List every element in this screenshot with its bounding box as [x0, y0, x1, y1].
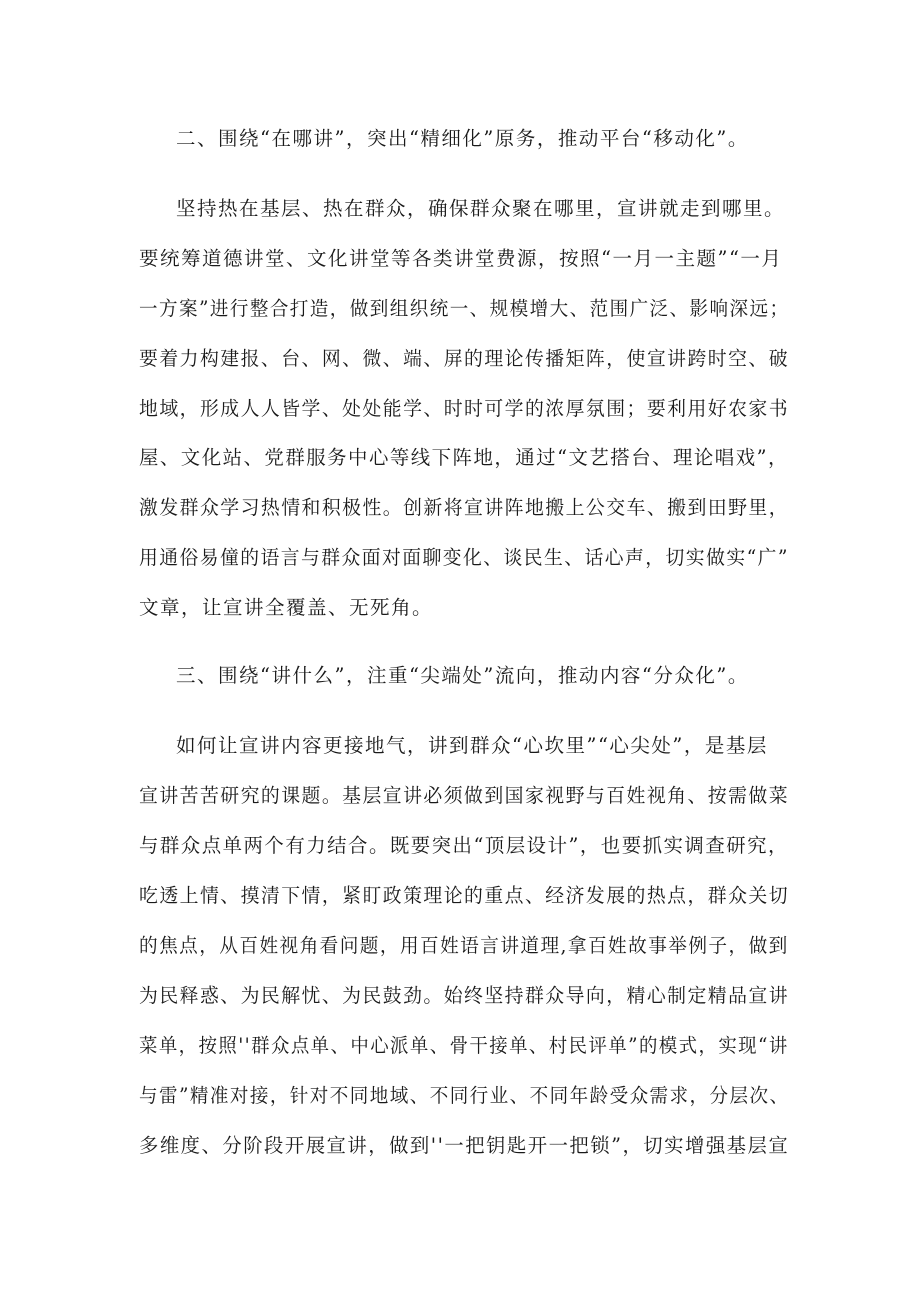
- paragraph-line: 宣讲苦苦研究的课题。基层宣讲必须做到国家视野与百姓视角、按需做菜: [139, 784, 790, 807]
- paragraph-line: 坚持热在基层、热在群众，确保群众聚在哪里，宣讲就走到哪里。: [176, 197, 786, 220]
- paragraph-line: 地域，形成人人皆学、处处能学、时时可学的浓厚氛围；要利用好农家书: [139, 397, 790, 420]
- section-heading-2: 二、围绕“在哪讲”，突出“精细化”原务，推动平台“移动化”。: [176, 127, 749, 150]
- paragraph-line: 与群众点单两个有力结合。既要突出“顶层设计”，也要抓实调查研究，: [139, 834, 789, 857]
- paragraph-line: 一方案”进行整合打造，做到组织统一、规模增大、范围广泛、影响深远；: [139, 297, 790, 320]
- paragraph-line: 多维度、分阶段开展宣讲，做到''一把钥匙开一把锁”，切实增强基层宣: [139, 1134, 790, 1157]
- paragraph-line: 与雷”精准对接，针对不同地域、不同行业、不同年龄受众需求，分层次、: [139, 1084, 790, 1107]
- paragraph-line: 吃透上情、摸清下情，紧盯政策理论的重点、经济发展的热点，群众关切: [139, 884, 790, 907]
- paragraph-line: 为民释惑、为民解忧、为民鼓劲。始终坚持群众导向，精心制定精品宣讲: [139, 984, 790, 1007]
- paragraph-line: 屋、文化站、党群服务中心等线下阵地，通过“文艺搭台、理论唱戏”，: [139, 446, 789, 469]
- paragraph-line: 如何让宣讲内容更接地气，讲到群众“心坎里”“心尖处”，是基层: [176, 734, 768, 757]
- paragraph-line: 激发群众学习热情和积极性。创新将宣讲阵地搬上公交车、搬到田野里，: [139, 496, 790, 519]
- section-heading-3: 三、围绕“讲什么”，注重“尖端处”流向，推动内容“分众化”。: [176, 664, 749, 687]
- paragraph-line: 用通俗易僮的语言与群众面对面聊变化、谈民生、话心声，切实做实“广”: [139, 546, 789, 569]
- paragraph-line: 要着力构建报、台、网、微、端、屏的理论传播矩阵，使宣讲跨时空、破: [139, 347, 790, 370]
- paragraph-line: 的焦点，从百姓视角看问题，用百姓语言讲道理,拿百姓故事举例子，做到: [139, 934, 789, 957]
- paragraph-line: 菜单，按照''群众点单、中心派单、骨干接单、村民评单”的模式，实现“讲: [139, 1034, 789, 1057]
- paragraph-line: 要统筹道德讲堂、文化讲堂等各类讲堂费源，按照“一月一主题”“一月: [139, 247, 783, 270]
- paragraph-line: 文章，让宣讲全覆盖、无死角。: [139, 596, 434, 619]
